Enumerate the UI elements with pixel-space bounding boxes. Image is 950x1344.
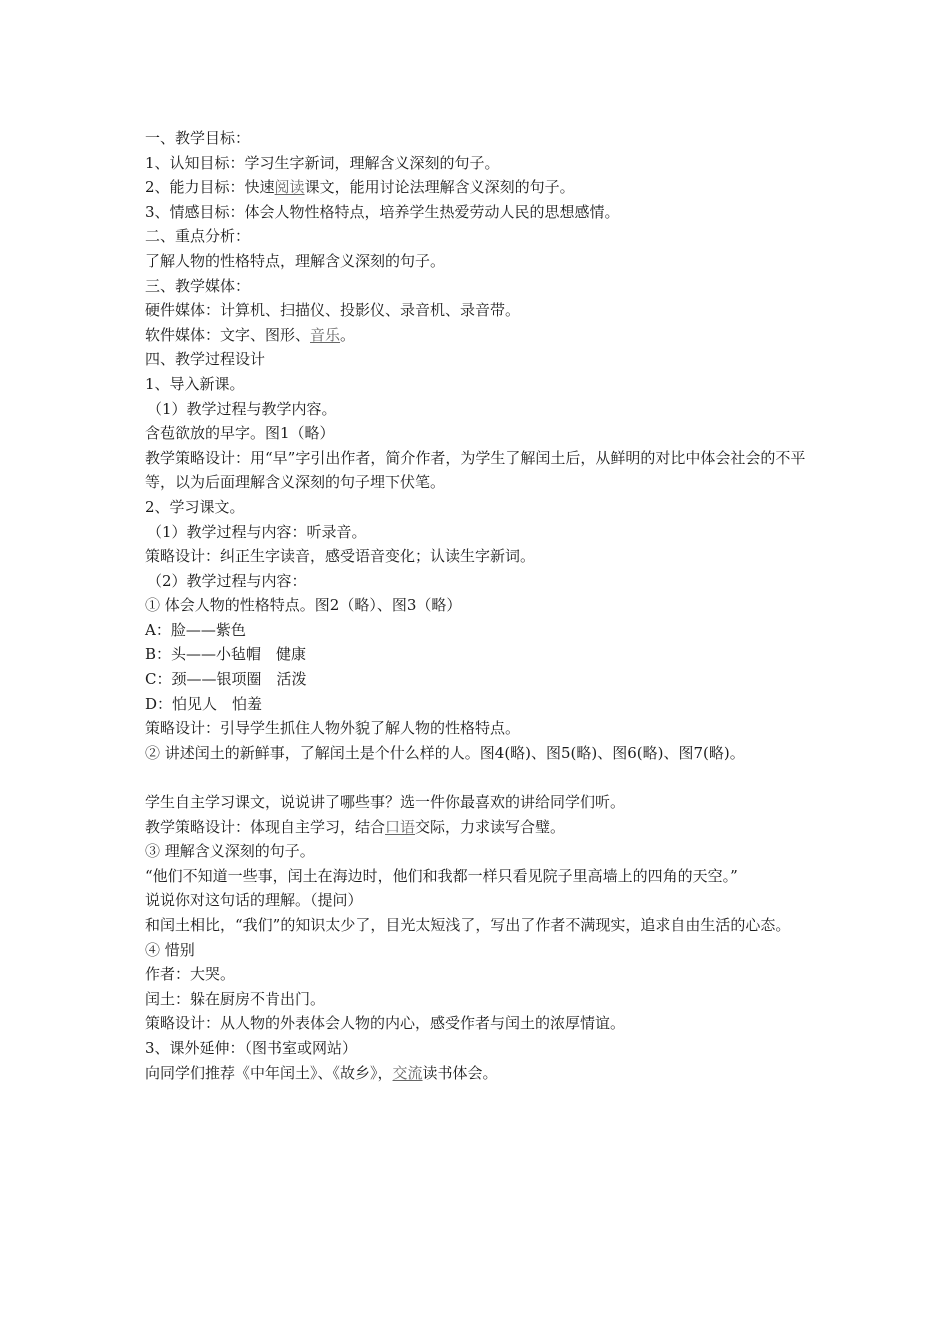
quote-sentence: “他们不知道一些事，闰土在海边时，他们和我都一样只看见院子里高墙上的四角的天空。” [145,866,738,885]
text: 向同学们推荐《中年闰土》、《故乡》， [145,1063,393,1082]
step-extension: 3、课外延伸：（图书室或网站） [145,1038,358,1057]
heading-teaching-media: 三、教学媒体： [145,276,251,295]
step-intro: 1、导入新课。 [145,374,245,393]
item-stories: ② 讲述闰土的新鲜事，了解闰土是个什么样的人。图4(略)、图5(略)、图6(略)、图7(略)。 [145,743,745,762]
link-exchange[interactable]: 交流 [392,1063,423,1082]
link-music[interactable]: 音乐 [310,325,341,344]
strategy-appearance: 策略设计：引导学生抓住人物外貌了解人物的性格特点。 [145,719,521,738]
strategy-listen: 策略设计：纠正生字读音，感受语音变化；认读生字新词。 [145,547,536,566]
text: 2、能力目标：快速 [145,178,275,197]
document-body [145,126,813,1085]
substep-listen: （1）教学过程与内容：听录音。 [147,522,367,541]
item-a: A：脸——紫色 [145,620,246,639]
text: 。 [340,325,356,344]
substep-2: （2）教学过程与内容： [147,571,307,590]
recommendation [145,1061,813,1086]
step-study: 2、学习课文。 [145,497,245,516]
strategy-intro: 教学策略设计：用“早”字引出作者，简介作者，为学生了解闰土后，从鲜明的对比中体会社会的不平等，以为后面理解含义深刻的句子埋下伏笔。 [145,448,806,492]
item-sentences: ③ 理解含义深刻的句子。 [145,842,315,861]
blank-line [145,765,813,790]
text: 课文，能用讨论法理解含义深刻的句子。 [304,178,575,197]
item-character: ① 体会人物的性格特点。图2（略）、图3（略） [145,596,462,615]
link-reading[interactable]: 阅读 [274,178,305,197]
text: 教学策略设计：体现自主学习，结合 [145,817,386,836]
item-d: D：怕见人 怕羞 [145,694,263,713]
strategy-farewell: 策略设计：从人物的外表体会人物的内心，感受作者与闰土的浓厚情谊。 [145,1014,626,1033]
self-study: 学生自主学习课文，说说讲了哪些事？选一件你最喜欢的讲给同学们听。 [145,793,626,812]
intro-text: 含苞欲放的早字。图1（略） [145,424,335,443]
goal-ability [145,175,813,200]
software-media [145,323,813,348]
hardware-media: 硬件媒体：计算机、扫描仪、投影仪、录音机、录音带。 [145,301,521,320]
link-oral[interactable]: 口语 [385,817,416,836]
text: 交际，力求读写合璧。 [415,817,566,836]
substep-1: （1）教学过程与教学内容。 [147,399,337,418]
heading-process-design: 四、教学过程设计 [145,350,266,369]
item-c: C：颈——银项圈 活泼 [145,670,307,689]
goal-cognitive: 1、认知目标：学习生字新词，理解含义深刻的句子。 [145,153,500,172]
heading-teaching-goals: 一、教学目标： [145,129,251,147]
text: 读书体会。 [422,1063,498,1082]
key-analysis-text: 了解人物的性格特点，理解含义深刻的句子。 [145,251,446,270]
item-farewell: ④ 惜别 [145,940,195,959]
text: 软件媒体：文字、图形、 [145,325,311,344]
strategy-self-study [145,815,813,840]
farewell-author: 作者：大哭。 [145,965,236,984]
question-prompt: 说说你对这句话的理解。（提问） [145,891,363,910]
item-b: B：头——小毡帽 健康 [145,645,307,664]
heading-key-analysis: 二、重点分析： [145,227,251,246]
goal-emotion: 3、情感目标：体会人物性格特点，培养学生热爱劳动人民的思想感情。 [145,202,620,221]
comparison-text: 和闰土相比，“我们”的知识太少了，目光太短浅了，写出了作者不满现实，追求自由生活的心态。 [145,916,791,934]
farewell-runtu: 闰土：躲在厨房不肯出门。 [145,989,326,1008]
